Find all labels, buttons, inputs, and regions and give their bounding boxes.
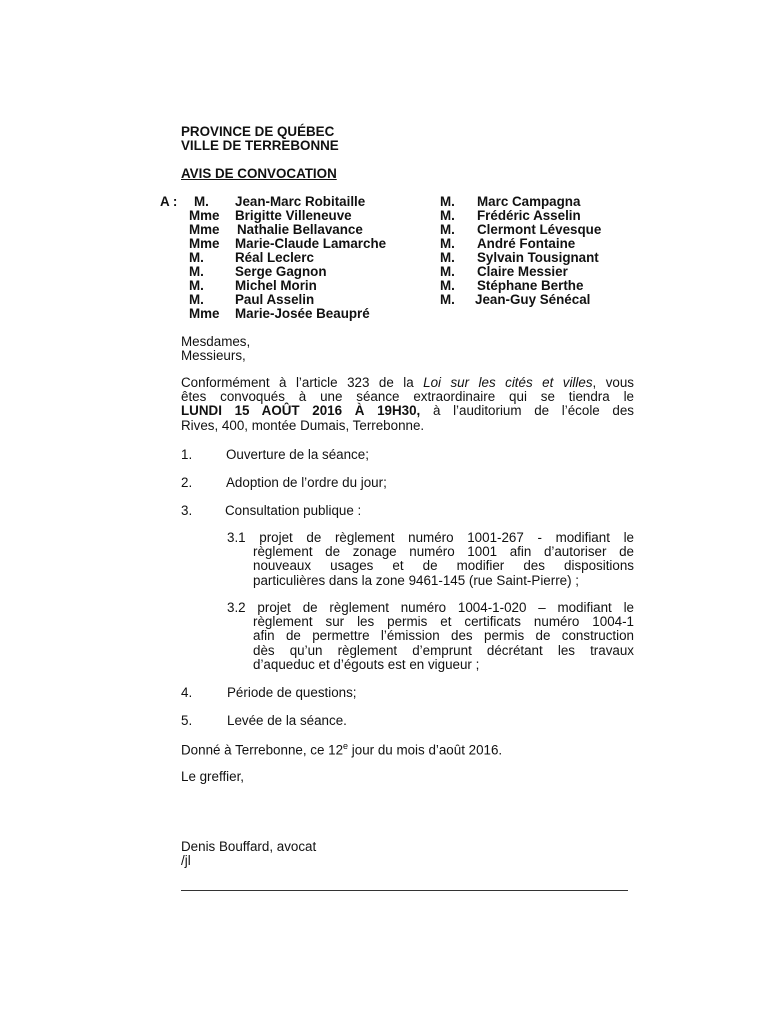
recipient-title: M. [440,194,455,209]
recipient-title: Mme [189,236,220,251]
recipient-title: M. [440,236,455,251]
recipient-name: Brigitte Villeneuve [235,208,352,223]
recipient-title: Mme [189,306,220,321]
agenda-item: Adoption de l’ordre du jour; [226,475,387,490]
recipient-title: M. [189,250,204,265]
recipient-title: Mme [189,222,220,237]
signer-name: Denis Bouffard, avocat [181,839,317,854]
intro-text-b: , vous [592,375,635,390]
done-text-b: jour du mois d’août 2016. [348,742,503,758]
recipient-title: M. [440,250,455,265]
recipient-name: Claire Messier [477,264,568,279]
recipient-title: M. [194,194,209,209]
sub-item-line: 3.2 projet de règlement numéro 1004-1-020 – modifiant le [227,600,634,615]
agenda-number: 2. [181,475,193,490]
sub-item-3-1 [227,531,634,588]
intro-line-4: Rives, 400, montée Dumais, Terrebonne. [181,417,425,433]
sub-item-line: règlement sur les permis et certificats numéro 1004-1 [253,614,634,630]
recipient-title: M. [440,208,455,223]
meeting-date: LUNDI 15 AOÛT 2016 À 19H30, [181,403,421,419]
recipient-title: M. [440,264,455,279]
recipients-to-label: A : [160,194,178,209]
recipient-name: Paul Asselin [235,292,315,307]
sub-item-3-2 [227,601,634,672]
sub-item-line: dès qu’un règlement d’emprunt décrétant les travaux [253,642,634,658]
province-heading: PROVINCE DE QUÉBEC [181,124,335,139]
agenda-item: Période de questions; [227,685,357,700]
recipient-name: Marie-Josée Beaupré [235,306,370,321]
sub-item-line: afin de permettre l’émission des permis de construction [253,628,634,644]
intro-line-2: êtes convoqués à une séance extraordinaire qui se tiendra le [181,389,634,405]
day-suffix: e [343,741,349,751]
agenda-number: 1. [181,447,193,462]
recipient-title: M. [440,222,455,237]
law-title: Loi sur les cités et villes [423,375,593,390]
greffier-label: Le greffier, [181,769,245,784]
intro-paragraph [181,376,634,433]
done-at-line [181,741,502,757]
recipient-title: M. [189,292,204,307]
salutation-messieurs: Messieurs, [181,348,246,363]
ville-heading: VILLE DE TERREBONNE [181,138,339,153]
recipient-name: Michel Morin [235,278,317,293]
recipient-name: Marie-Claude Lamarche [235,236,387,251]
intro-line-1 [181,376,634,390]
agenda-number: 3. [181,503,193,518]
recipient-name: Clermont Lévesque [477,222,602,237]
agenda-item: Levée de la séance. [227,713,347,728]
agenda-number: 4. [181,685,193,700]
footer-rule [181,890,628,891]
done-text-a: Donné à Terrebonne, ce 12 [181,742,344,758]
agenda-item: Consultation publique : [225,503,362,518]
recipient-title: M. [440,292,455,307]
recipient-title: M. [440,278,455,293]
recipient-name: Marc Campagna [477,194,581,209]
sub-item-line: particulières dans la zone 9461-145 (rue Saint-Pierre) ; [253,572,580,588]
recipient-name: André Fontaine [477,236,576,251]
recipient-name: Serge Gagnon [235,264,327,279]
sub-item-line: 3.1 projet de règlement numéro 1001-267 - modifiant le [227,530,634,545]
intro-text-a: Conformément à l’article 323 de la [181,375,424,390]
recipient-name: Stéphane Berthe [477,278,584,293]
recipient-title: Mme [189,208,220,223]
sub-item-line: règlement de zonage numéro 1001 afin d’autoriser de [253,544,634,560]
sub-item-line: d’aqueduc et d’égouts est en vigueur ; [253,656,480,672]
recipient-name: Sylvain Tousignant [477,250,599,265]
recipient-title: M. [189,278,204,293]
meeting-location: à l’auditorium de l’école des [420,403,635,419]
intro-line-3 [181,404,634,418]
initials: /jl [181,853,191,868]
agenda-item: Ouverture de la séance; [226,447,369,462]
sub-item-line: nouveaux usages et de modifier des dispositions [253,558,634,574]
avis-title: AVIS DE CONVOCATION [181,166,337,181]
recipient-name: Réal Leclerc [235,250,314,265]
recipient-title: M. [189,264,204,279]
recipient-name: Nathalie Bellavance [237,222,363,237]
recipient-name: Jean-Marc Robitaille [235,194,366,209]
agenda-number: 5. [181,713,193,728]
recipient-name: Frédéric Asselin [477,208,581,223]
recipient-name: Jean-Guy Sénécal [475,292,591,307]
salutation-mesdames: Mesdames, [181,334,251,349]
